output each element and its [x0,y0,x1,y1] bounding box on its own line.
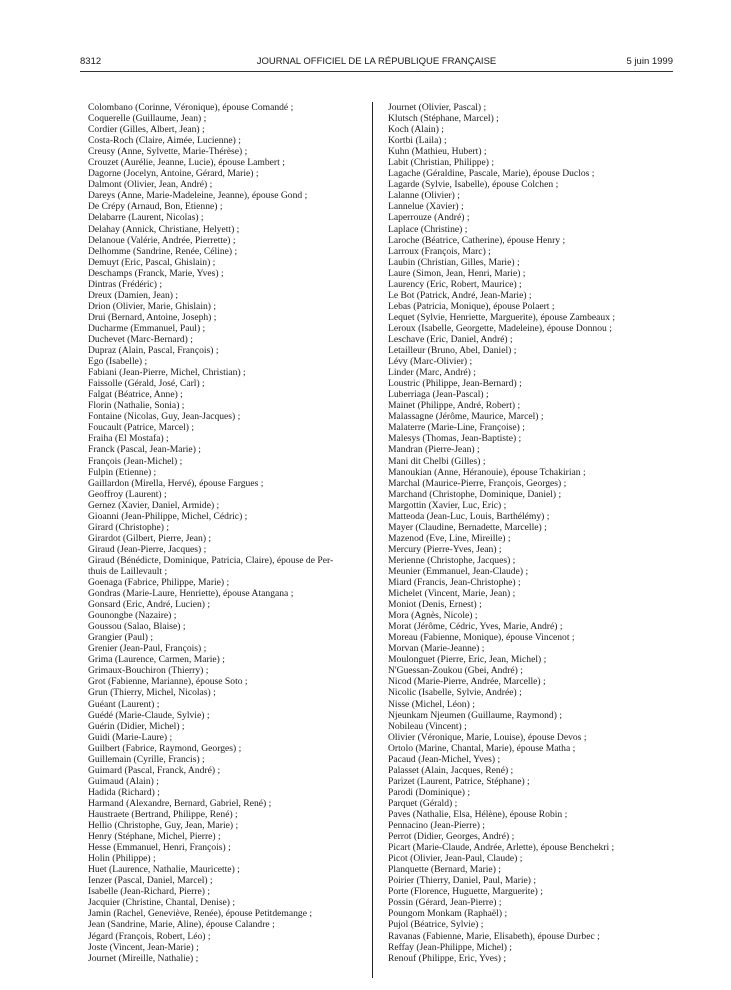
list-item: Dagorne (Jocelyn, Antoine, Gérard, Marie) ; [88,168,259,180]
list-item: Loustric (Philippe, Jean-Bernard) ; [388,378,522,390]
list-item: Margottin (Xavier, Luc, Eric) ; [388,499,507,511]
list-item: Grima (Laurence, Carmen, Marie) ; [88,654,225,666]
list-item: Pujol (Béatrice, Sylvie) ; [388,919,484,931]
list-item: Porte (Florence, Huguette, Marguerite) ; [388,886,543,898]
list-item: Cordier (Gilles, Albert, Jean) ; [88,124,205,136]
page-number: 8312 [80,56,102,67]
list-item: Morat (Jérôme, Cédric, Yves, Marie, André) ; [388,621,563,633]
list-item: Merienne (Christophe, Jacques) ; [388,554,516,566]
list-item: Delabarre (Laurent, Nicolas) ; [88,212,204,224]
list-item: Lagarde (Sylvie, Isabelle), épouse Colchen ; [388,179,559,191]
list-item: Joste (Vincent, Jean-Marie) ; [88,941,199,953]
list-item: Letailleur (Bruno, Abel, Daniel) ; [388,345,517,357]
list-item: Dintras (Frédéric) ; [88,278,163,290]
list-item: Njeunkam Njeumen (Guillaume, Raymond) ; [388,709,562,721]
list-item: Duchevet (Marc-Bernard) ; [88,333,193,345]
list-item: Leschave (Eric, Daniel, André) ; [388,333,513,345]
list-item: Guimard (Pascal, Franck, André) ; [88,764,221,776]
list-item: Poungom Monkam (Raphaël) ; [388,908,508,920]
list-item: Guimaud (Alain) ; [88,775,159,787]
list-item: Gounongbe (Nazaire) ; [88,610,177,622]
list-item: Nobileau (Vincent) ; [388,720,467,732]
issue-date: 5 juin 1999 [626,56,673,67]
list-item: Holin (Philippe) ; [88,853,156,865]
list-item: Pennacino (Jean-Pierre) ; [388,820,485,832]
list-item: Grun (Thierry, Michel, Nicolas) ; [88,687,216,699]
list-item: Gondras (Marie-Laure, Henriette), épouse Atangana ; [88,588,294,600]
list-item: Moreau (Fabienne, Monique), épouse Vincenot ; [388,632,575,644]
list-item: Labit (Christian, Philippe) ; [388,157,495,169]
header-rule [80,71,673,72]
list-item: Gioanni (Jean-Philippe, Michel, Cédric) ; [88,510,248,522]
list-item: Ravanas (Fabienne, Marie, Elisabeth), épouse Durbec ; [388,930,600,942]
list-item: Laure (Simon, Jean, Henri, Marie) ; [388,267,526,279]
list-item: Mayer (Claudine, Bernadette, Marcelle) ; [388,521,547,533]
list-item: Palasset (Alain, Jacques, René) ; [388,764,514,776]
list-item: Fulpin (Etienne) ; [88,466,157,478]
list-item: Lagache (Géraldine, Pascale, Marie), épouse Duclos ; [388,168,595,180]
list-item: Marchand (Christophe, Dominique, Daniel) ; [388,488,562,500]
list-item: Parodi (Dominique) ; [388,786,471,798]
list-item: Jégard (François, Robert, Léo) ; [88,930,211,942]
list-item: Jamin (Rachel, Geneviève, Renée), épouse Petitdemange ; [88,908,313,920]
list-item: Olivier (Véronique, Marie, Louise), épouse Devos ; [388,731,587,743]
list-item: Meunier (Emmanuel, Jean-Claude) ; [388,565,529,577]
list-item: Delhomme (Sandrine, Renée, Céline) ; [88,245,238,257]
list-item: Huet (Laurence, Nathalie, Mauricette) ; [88,864,240,876]
list-item: Franck (Pascal, Jean-Marie) ; [88,444,201,456]
list-item: Mani dit Chelbi (Gilles) ; [388,455,486,467]
list-item: Gernez (Xavier, Daniel, Armide) ; [88,499,220,511]
list-item: Fraiha (El Mostafa) ; [88,433,169,445]
list-item: Fabiani (Jean-Pierre, Michel, Christian) ; [88,367,246,379]
list-item: Colombano (Corinne, Véronique), épouse Comandé ; [88,102,294,113]
list-item: Manoukian (Anne, Héranouie), épouse Tchakirian ; [388,466,586,478]
list-item: Pacaud (Jean-Michel, Yves) ; [388,753,501,765]
page-header [80,56,673,70]
list-item: Isabelle (Jean-Richard, Pierre) ; [88,886,210,898]
list-item: Michelet (Vincent, Marie, Jean) ; [388,588,516,600]
list-item: Nicod (Marie-Pierre, Andrée, Marcelle) ; [388,676,546,688]
list-item: Koch (Alain) ; [388,124,444,136]
list-item: Le Bot (Patrick, André, Jean-Marie) ; [388,289,532,301]
list-item: Lalanne (Olivier) ; [388,190,460,202]
list-item: Malesys (Thomas, Jean-Baptiste) ; [388,433,522,445]
list-item: Grenier (Jean-Paul, François) ; [88,643,207,655]
list-item: Goussou (Salao, Blaise) ; [88,621,186,633]
list-item: Girard (Christophe) ; [88,521,169,533]
list-item: Kuhn (Mathieu, Hubert) ; [388,146,487,158]
list-item: Geoffroy (Laurent) ; [88,488,167,500]
list-item: Giraud (Jean-Pierre, Jacques) ; [88,543,207,555]
list-item: Falgat (Béatrice, Anne) ; [88,389,183,401]
list-item: Demuyt (Eric, Pascal, Ghislain) ; [88,256,216,268]
list-item: Guédé (Marie-Claude, Sylvie) ; [88,709,210,721]
list-item: Laperrouze (André) ; [388,212,470,224]
list-item: Florin (Nathalie, Sonia) ; [88,400,185,412]
list-item: Delanoue (Valérie, Andrée, Pierrette) ; [88,234,236,246]
list-item: Miard (Francis, Jean-Christophe) ; [388,577,521,589]
list-item: Picot (Olivier, Jean-Paul, Claude) ; [388,853,523,865]
list-item: Perrot (Didier, Georges, André) ; [388,831,515,843]
list-item: N'Guessan-Zoukou (Gbei, André) ; [388,665,523,677]
list-item: Malassagne (Jérôme, Maurice, Marcel) ; [388,411,544,423]
list-item: Creusy (Anne, Sylvette, Marie-Thérèse) ; [88,146,248,158]
list-item: De Crépy (Arnaud, Bon, Etienne) ; [88,201,223,213]
list-item: Journet (Mireille, Nathalie) ; [88,952,199,964]
list-item: Faissolle (Gérald, José, Carl) ; [88,378,205,390]
list-item: Parizet (Laurent, Patrice, Stéphane) ; [388,775,530,787]
list-item: Planquette (Bernard, Marie) ; [388,864,501,876]
list-item: Delahay (Annick, Christiane, Helyett) ; [88,223,240,235]
list-item: Laurency (Eric, Robert, Maurice) ; [388,278,522,290]
list-item: Renouf (Philippe, Eric, Yves) ; [388,952,507,964]
list-item: Moniot (Denis, Ernest) ; [388,599,482,611]
list-item: Parquet (Gérald) ; [388,797,458,809]
list-item: Lannelue (Xavier) ; [388,201,464,213]
list-item: Lévy (Marc-Olivier) ; [388,356,473,368]
list-item: Laubin (Christian, Gilles, Marie) ; [388,256,520,268]
list-item: Matteoda (Jean-Luc, Louis, Barthélémy) ; [388,510,550,522]
list-item: Drion (Olivier, Marie, Ghislain) ; [88,300,217,312]
column-divider [372,102,373,978]
list-item: Poirier (Thierry, Daniel, Paul, Marie) ; [388,875,537,887]
list-item: Grimaux-Bouchiron (Thierry) ; [88,665,209,677]
list-item: Ego (Isabelle) ; [88,356,148,368]
list-item: Jean (Sandrine, Marie, Aline), épouse Calandre ; [88,919,275,931]
list-item: Dalmont (Olivier, Jean, André) ; [88,179,213,191]
list-item: Reffay (Jean-Philippe, Michel) ; [388,941,512,953]
list-item: Journet (Olivier, Pascal) ; [388,102,487,113]
list-item: Ienzer (Pascal, Daniel, Marcel) ; [88,875,213,887]
list-item: Henry (Stéphane, Michel, Pierre) ; [88,831,221,843]
list-item: thuis de Laillevault ; [88,565,168,577]
list-item: Guilbert (Fabrice, Raymond, Georges) ; [88,742,242,754]
list-item: Hellio (Christophe, Guy, Jean, Marie) ; [88,820,239,832]
list-item: Klutsch (Stéphane, Marcel) ; [388,113,499,125]
list-item: Ortolo (Marine, Chantal, Marie), épouse Matha ; [388,742,576,754]
list-item: Deschamps (Franck, Marie, Yves) ; [88,267,224,279]
list-item: Morvan (Marie-Jeanne) ; [388,643,485,655]
list-item: Coquerelle (Guillaume, Jean) ; [88,113,207,125]
list-item: Paves (Nathalie, Elsa, Hélène), épouse Robin ; [388,809,568,820]
list-item: Kortbi (Laila) ; [388,135,447,147]
list-item: Guillemain (Cyrille, Francis) ; [88,753,205,765]
list-item: Guéant (Laurent) ; [88,698,160,710]
list-item: Haustraete (Bertrand, Philippe, René) ; [88,809,238,820]
list-item: Mora (Agnès, Nicole) ; [388,610,478,622]
list-item: François (Jean-Michel) ; [88,455,183,467]
list-item: Mazenod (Eve, Line, Mireille) ; [388,532,511,544]
list-item: Laroche (Béatrice, Catherine), épouse Henry ; [388,234,566,246]
list-item: Marchal (Maurice-Pierre, François, Georges) ; [388,477,567,489]
list-item: Dreux (Damien, Jean) ; [88,289,179,301]
list-item: Crouzet (Aurélie, Jeanne, Lucie), épouse Lambert ; [88,157,285,169]
list-item: Gonsard (Eric, André, Lucien) ; [88,599,211,611]
list-item: Malaterre (Marie-Line, Françoise) ; [388,422,525,434]
list-item: Gaillardon (Mirella, Hervé), épouse Fargues ; [88,477,264,489]
list-item: Larroux (François, Marc) ; [388,245,491,257]
list-item: Fontaine (Nicolas, Guy, Jean-Jacques) ; [88,411,241,423]
list-item: Grot (Fabienne, Marianne), épouse Soto ; [88,676,248,688]
list-item: Ducharme (Emmanuel, Paul) ; [88,322,206,334]
list-item: Grangier (Paul) ; [88,632,154,644]
right-column-list [388,102,678,964]
list-item: Jacquier (Christine, Chantal, Denise) ; [88,897,236,909]
list-item: Harmand (Alexandre, Bernard, Gabriel, René) ; [88,797,272,809]
list-item: Costa-Roch (Claire, Aimée, Lucienne) ; [88,135,241,147]
list-item: Hesse (Emmanuel, Henri, François) ; [88,842,231,854]
list-item: Leroux (Isabelle, Georgette, Madeleine), épouse Donnou ; [388,322,612,334]
list-item: Laplace (Christine) ; [388,223,468,235]
list-item: Giraud (Bénédicte, Dominique, Patricia, Claire), épouse de Per- [88,554,334,566]
list-item: Nicolic (Isabelle, Sylvie, Andrée) ; [388,687,522,699]
list-item: Goenaga (Fabrice, Philippe, Marie) ; [88,577,230,589]
list-item: Mandran (Pierre-Jean) ; [388,444,480,456]
list-item: Mercury (Pierre-Yves, Jean) ; [388,543,502,555]
list-item: Girardot (Gilbert, Pierre, Jean) ; [88,532,212,544]
list-item: Guérin (Didier, Michel) ; [88,720,185,732]
list-item: Drui (Bernard, Antoine, Joseph) ; [88,311,217,323]
list-item: Nisse (Michel, Léon) ; [388,698,475,710]
list-item: Guidi (Marie-Laure) ; [88,731,173,743]
list-item: Possin (Gérard, Jean-Pierre) ; [388,897,502,909]
list-item: Luberriaga (Jean-Pascal) ; [388,389,489,401]
list-item: Linder (Marc, André) ; [388,367,476,379]
list-item: Hadida (Richard) ; [88,786,160,798]
list-item: Mainet (Philippe, André, Robert) ; [388,400,521,412]
journal-title: JOURNAL OFFICIEL DE LA RÉPUBLIQUE FRANÇAISE [256,56,497,67]
list-item: Dupraz (Alain, Pascal, François) ; [88,345,219,357]
list-item: Lequet (Sylvie, Henriette, Marguerite), épouse Zambeaux ; [388,311,616,323]
list-item: Picart (Marie-Claude, Andrée, Arlette), épouse Benchekri ; [388,842,615,854]
list-item: Lebas (Patricia, Monique), épouse Polaert ; [388,300,555,312]
list-item: Foucault (Patrice, Marcel) ; [88,422,195,434]
list-item: Dareys (Anne, Marie-Madeleine, Jeanne), épouse Gond ; [88,190,308,202]
list-item: Moulonguet (Pierre, Eric, Jean, Michel) ; [388,654,547,666]
left-column-list [88,102,354,964]
